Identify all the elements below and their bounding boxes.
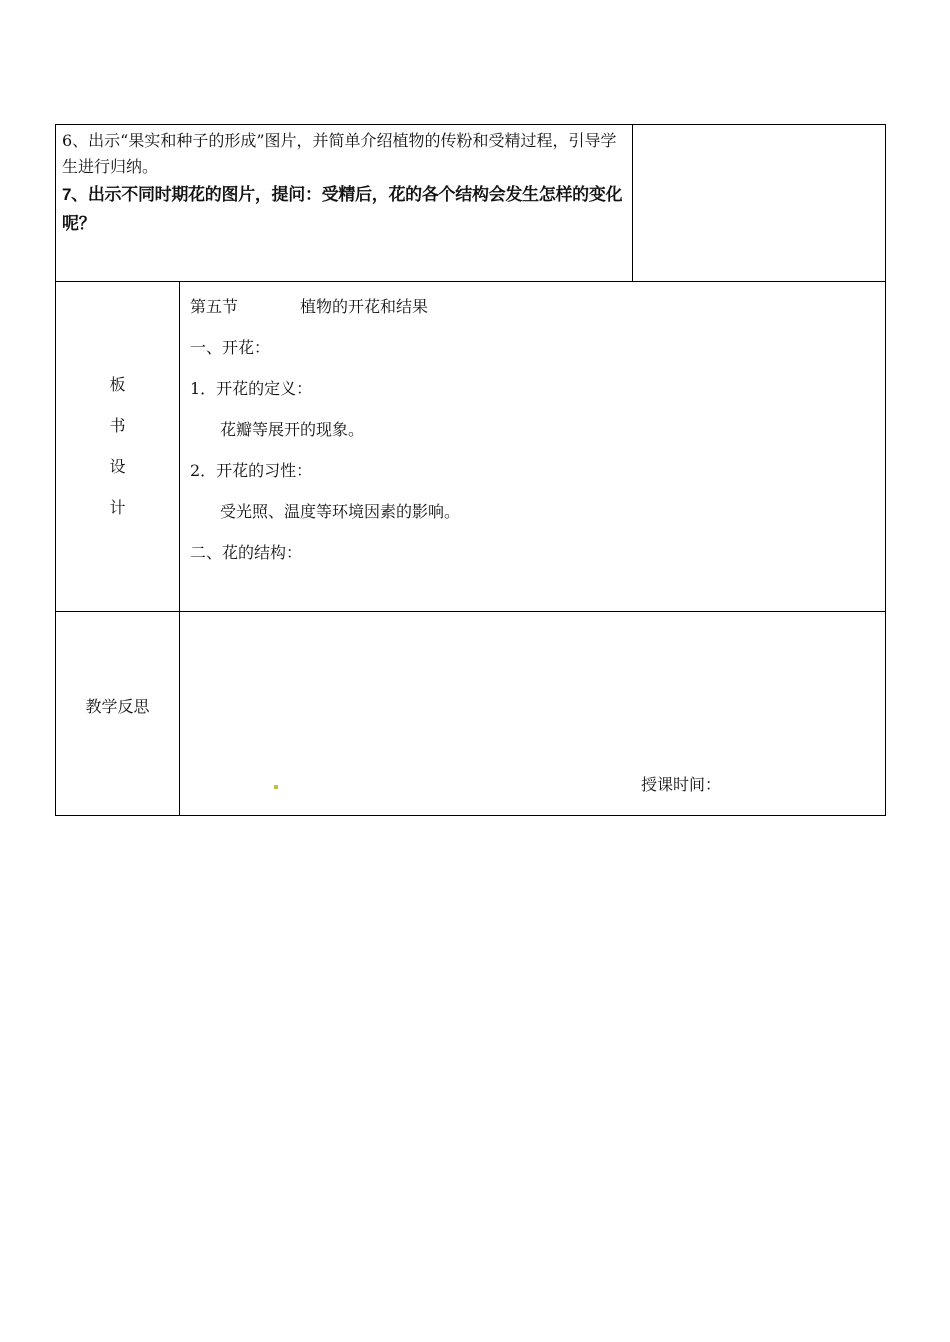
board-design-content-cell [180, 282, 886, 612]
label-char: 设 [109, 457, 126, 476]
section-heading [190, 286, 875, 327]
reflection-label-cell [56, 612, 180, 816]
board-design-label [56, 364, 179, 528]
lesson-time-label: 授课时间： [641, 775, 722, 794]
teaching-steps-row [56, 125, 886, 282]
reflection-label: 教学反思 [85, 697, 150, 716]
section-title: 植物的开花和结果 [300, 297, 429, 316]
step-7-text: 7、出示不同时期花的图片，提问：受精后，花的各个结构会发生怎样的变化呢？ [62, 185, 623, 233]
outline-item-2: 2．开花的习性： [190, 461, 313, 480]
label-char: 计 [109, 498, 126, 517]
outline-heading-1: 一、开花： [190, 338, 271, 357]
outline-detail-1: 花瓣等展开的现象。 [220, 420, 365, 439]
outline-detail-2: 受光照、温度等环境因素的影响。 [220, 502, 461, 521]
reflection-row [56, 612, 886, 816]
board-design-row [56, 282, 886, 612]
outline-heading-2: 二、花的结构： [190, 543, 303, 562]
board-design-label-cell [56, 282, 180, 612]
outline-item-1: 1．开花的定义： [190, 379, 313, 398]
label-char: 书 [109, 416, 126, 435]
lesson-plan-table [55, 124, 886, 816]
label-char: 板 [109, 375, 126, 394]
reflection-content-cell [180, 612, 886, 816]
teaching-steps-cell [56, 125, 633, 282]
step-6-text: 6、出示“果实和种子的形成”图片，并简单介绍植物的传粉和受精过程，引导学生进行归纳。 [62, 131, 617, 176]
section-number: 第五节 [190, 297, 239, 316]
empty-side-cell [633, 125, 886, 282]
stray-dot-mark [274, 785, 278, 789]
